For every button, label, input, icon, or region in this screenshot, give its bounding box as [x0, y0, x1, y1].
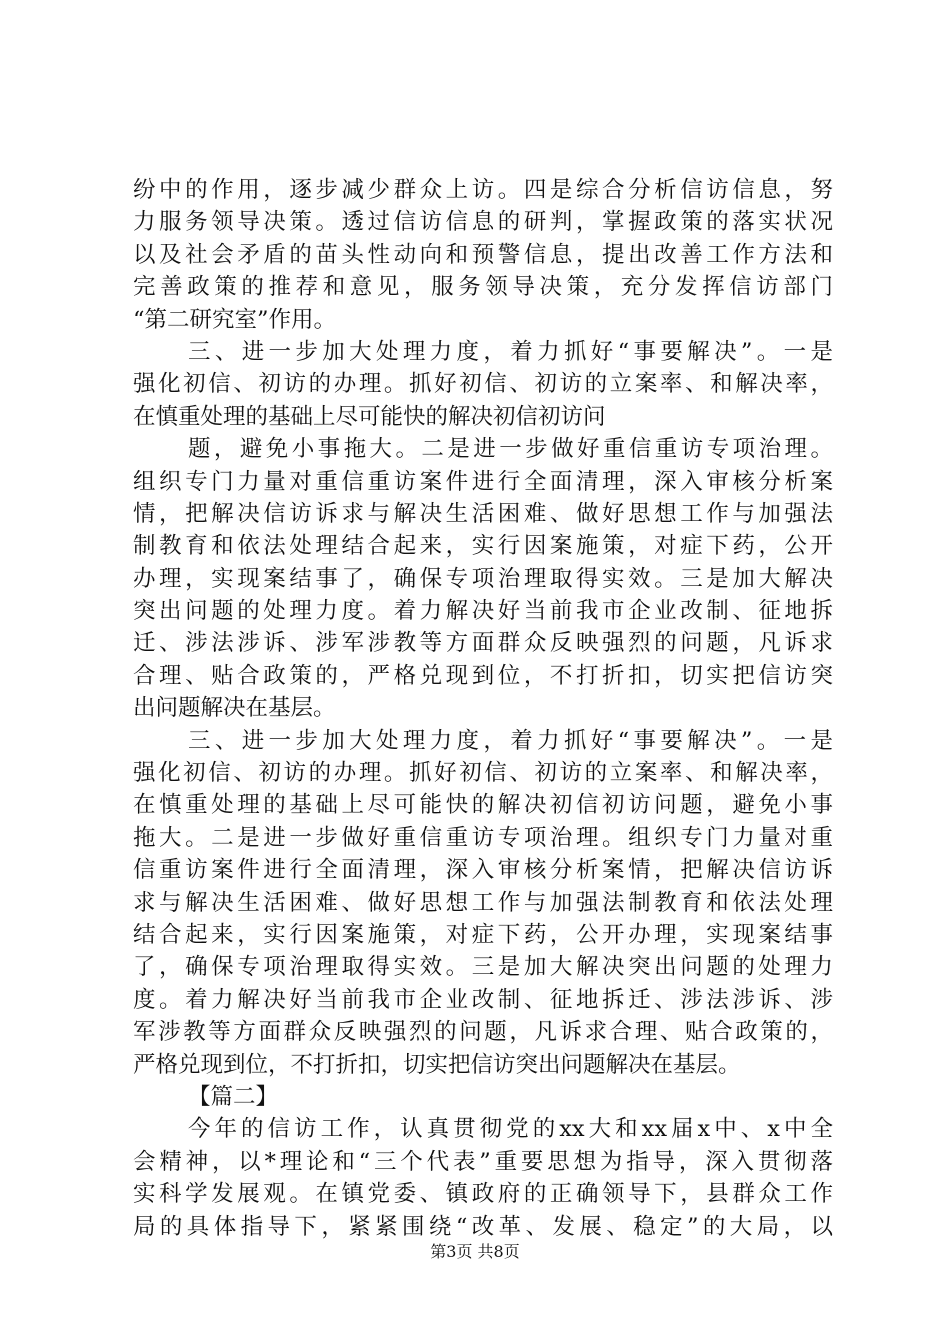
text-line: 局的具体指导下，紧紧围绕“改革、发展、稳定”的大局，以 — [133, 1213, 833, 1240]
text-line: 情，把解决信访诉求与解决生活困难、做好思想工作与加强法 — [133, 500, 833, 527]
text-line: 组织专门力量对重信重访案件进行全面清理，深入审核分析案 — [133, 468, 833, 495]
text-line: 严格兑现到位，不打折扣，切实把信访突出问题解决在基层。 — [133, 1051, 741, 1078]
text-line: 办理，实现案结事了，确保专项治理取得实效。三是加大解决 — [133, 565, 833, 592]
text-line: 度。着力解决好当前我市企业改制、征地拆迁、涉法涉诉、涉 — [133, 986, 833, 1013]
text-line: 在慎重处理的基础上尽可能快的解决初信初访问 — [133, 403, 606, 430]
text-line: 【篇二】 — [188, 1083, 279, 1110]
text-line: 题，避免小事拖大。二是进一步做好重信重访专项治理。 — [188, 436, 833, 463]
text-line: 强化初信、初访的办理。抓好初信、初访的立案率、和解决率， — [133, 371, 833, 398]
text-line: 完善政策的推荐和意见，服务领导决策，充分发挥信访部门 — [133, 274, 833, 301]
text-line: 求与解决生活困难、做好思想工作与加强法制教育和依法处理 — [133, 889, 833, 916]
text-line: 了，确保专项治理取得实效。三是加大解决突出问题的处理力 — [133, 954, 833, 981]
text-line: 以及社会矛盾的苗头性动向和预警信息，提出改善工作方法和 — [133, 241, 833, 268]
text-line: 迁、涉法涉诉、涉军涉教等方面群众反映强烈的问题，凡诉求 — [133, 630, 833, 657]
text-line: 三、进一步加大处理力度，着力抓好“事要解决”。一是 — [188, 727, 833, 754]
text-line: 突出问题的处理力度。着力解决好当前我市企业改制、征地拆 — [133, 598, 833, 625]
text-line: 实科学发展观。在镇党委、镇政府的正确领导下，县群众工作 — [133, 1181, 833, 1208]
text-line: 制教育和依法处理结合起来，实行因案施策，对症下药，公开 — [133, 533, 833, 560]
text-line: 出问题解决在基层。 — [133, 695, 336, 722]
text-line: 今年的信访工作，认真贯彻党的xx大和xx届x中、x中全 — [188, 1116, 833, 1143]
text-line: 军涉教等方面群众反映强烈的问题，凡诉求合理、贴合政策的， — [133, 1019, 833, 1046]
text-line: “第二研究室”作用。 — [133, 306, 337, 333]
text-line: 纷中的作用，逐步减少群众上访。四是综合分析信访信息，努 — [133, 177, 833, 203]
text-line: 三、进一步加大处理力度，着力抓好“事要解决”。一是 — [188, 338, 833, 365]
text-line: 在慎重处理的基础上尽可能快的解决初信初访问题，避免小事 — [133, 792, 833, 819]
text-line: 信重访案件进行全面清理，深入审核分析案情，把解决信访诉 — [133, 857, 833, 884]
page-footer: 第3页 共8页 — [430, 1242, 520, 1261]
text-line: 会精神，以*理论和“三个代表”重要思想为指导，深入贯彻落 — [133, 1148, 833, 1175]
body-text — [133, 174, 833, 1243]
text-line: 合理、贴合政策的，严格兑现到位，不打折扣，切实把信访突 — [133, 662, 833, 689]
text-line: 结合起来，实行因案施策，对症下药，公开办理，实现案结事 — [133, 921, 833, 948]
text-line: 强化初信、初访的办理。抓好初信、初访的立案率、和解决率， — [133, 760, 833, 787]
text-line: 拖大。二是进一步做好重信重访专项治理。组织专门力量对重 — [133, 824, 833, 851]
text-line: 力服务领导决策。透过信访信息的研判，掌握政策的落实状况 — [133, 209, 833, 236]
